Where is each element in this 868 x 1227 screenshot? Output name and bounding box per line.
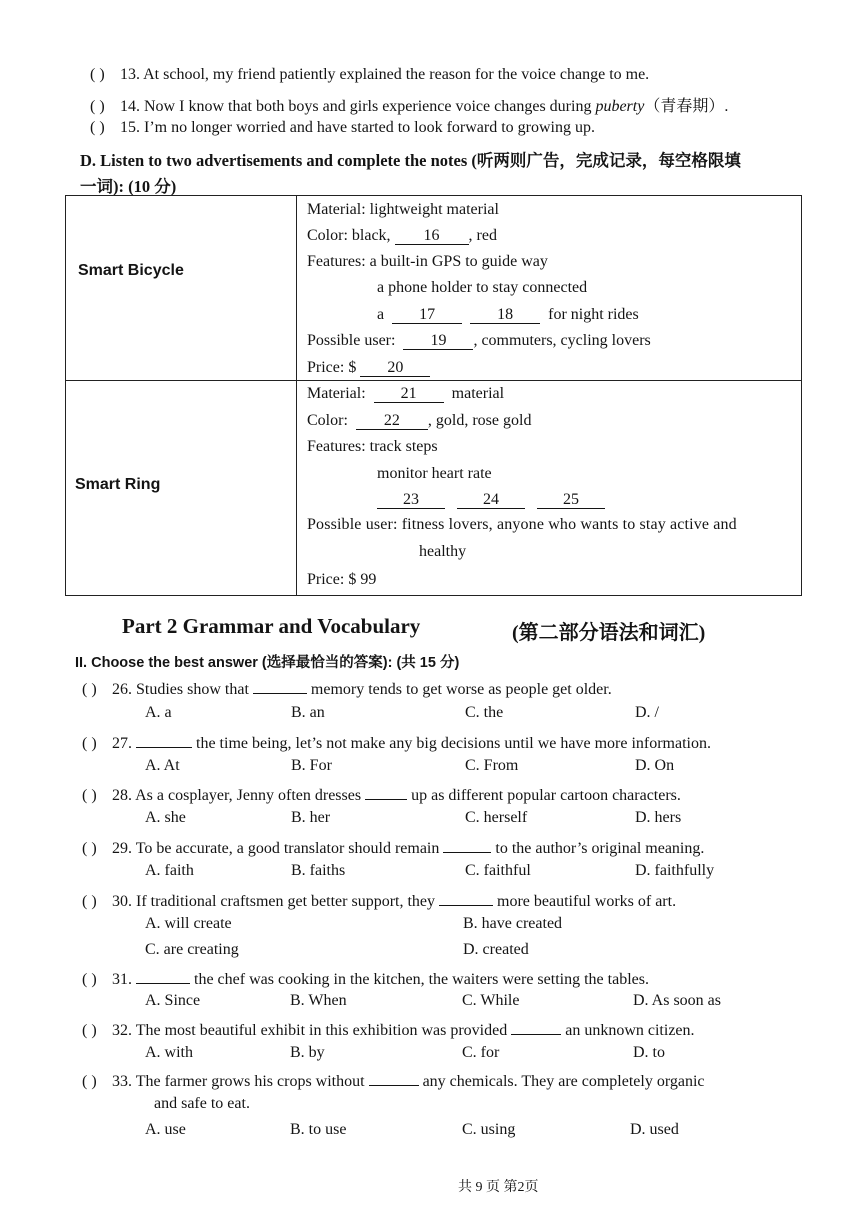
feature-line: a phone holder to stay connected	[377, 279, 588, 296]
label-text: material	[451, 385, 505, 402]
option-a[interactable]: A. she	[145, 809, 186, 826]
question-number: 27.	[112, 735, 132, 752]
italic-term: puberty	[595, 98, 645, 115]
option-c[interactable]: C. While	[462, 992, 520, 1009]
option-b[interactable]: B. For	[291, 757, 332, 774]
question-31	[82, 967, 649, 989]
product-name-cell	[66, 196, 297, 381]
option-c[interactable]: C. for	[462, 1044, 500, 1061]
option-d[interactable]: D. As soon as	[633, 992, 722, 1009]
answer-bracket[interactable]: ( )	[90, 119, 105, 136]
section-ii-heading: II. Choose the best answer (选择最恰当的答案): (共 15 分)	[75, 655, 460, 671]
answer-bracket[interactable]: ( )	[82, 735, 97, 752]
option-a[interactable]: A. use	[145, 1121, 186, 1138]
option-d[interactable]: D. used	[630, 1121, 679, 1138]
blank-20[interactable]: 20	[360, 360, 430, 377]
answer-bracket[interactable]: ( )	[90, 98, 105, 115]
notes-cell	[297, 381, 802, 596]
option-b[interactable]: B. When	[290, 992, 347, 1009]
notes-table	[65, 195, 802, 596]
answer-bracket[interactable]: ( )	[82, 971, 97, 988]
option-c[interactable]: C. faithful	[465, 862, 531, 879]
option-c[interactable]: C. From	[465, 757, 519, 774]
answer-bracket[interactable]: ( )	[82, 840, 97, 857]
option-d[interactable]: D. hers	[635, 809, 682, 826]
option-c[interactable]: C. using	[462, 1121, 516, 1138]
question-text: the time being, let’s not make any big decisions until we have more information.	[196, 735, 711, 752]
question-number: 26.	[112, 681, 132, 698]
option-d[interactable]: D. to	[633, 1044, 665, 1061]
option-d[interactable]: D. On	[635, 757, 675, 774]
question-28	[82, 783, 681, 805]
blank-17[interactable]: 17	[392, 307, 462, 324]
material-line: Material: lightweight material	[307, 201, 499, 218]
option-c[interactable]: C. are creating	[145, 941, 239, 958]
user-line-cont: healthy	[419, 543, 467, 560]
blank-25[interactable]: 25	[537, 492, 605, 509]
price-line: Price: $ 99	[307, 571, 377, 588]
blank-22[interactable]: 22	[356, 413, 428, 430]
question-15	[90, 119, 595, 137]
question-number: 14.	[120, 98, 140, 115]
question-text: the chef was cooking in the kitchen, the waiters were setting the tables.	[194, 971, 649, 988]
part2-title: Part 2 Grammar and Vocabulary	[122, 614, 421, 638]
option-a[interactable]: A. At	[145, 757, 180, 774]
label-text: Possible user:	[307, 332, 396, 349]
table-row-smart-bicycle	[66, 196, 802, 381]
label-text: , gold, rose gold	[427, 412, 532, 429]
option-b[interactable]: B. faiths	[291, 862, 346, 879]
blank-23[interactable]: 23	[377, 492, 445, 509]
answer-blank[interactable]	[136, 731, 192, 748]
question-text: Studies show that	[136, 681, 249, 698]
material-line	[307, 385, 504, 403]
option-c[interactable]: C. herself	[465, 809, 528, 826]
product-name: Smart Ring	[75, 476, 161, 493]
answer-blank[interactable]	[443, 836, 491, 853]
option-a[interactable]: A. with	[145, 1044, 193, 1061]
question-29	[82, 836, 704, 858]
option-a[interactable]: A. will create	[145, 915, 232, 932]
label-text: Color: black,	[307, 227, 391, 244]
question-text: an unknown citizen.	[565, 1022, 695, 1039]
question-32	[82, 1018, 695, 1040]
feature-blanks-line	[377, 491, 605, 509]
page-footer: 共 9 页 第2页	[458, 1180, 539, 1195]
question-text: The farmer grows his crops without	[135, 1073, 365, 1090]
table-row-smart-ring	[66, 381, 802, 596]
question-number: 33.	[112, 1073, 132, 1090]
label-text: Color:	[307, 412, 348, 429]
answer-bracket[interactable]: ( )	[82, 893, 97, 910]
question-number: 32.	[112, 1022, 132, 1039]
question-27	[82, 731, 711, 753]
answer-bracket[interactable]: ( )	[82, 787, 97, 804]
section-d-heading-cont: 一词): (10 分)	[80, 177, 177, 196]
user-line: Possible user: fitness lovers, anyone who wants to stay active and	[307, 516, 737, 533]
option-b[interactable]: B. to use	[290, 1121, 347, 1138]
label-text: Material:	[307, 385, 366, 402]
option-b[interactable]: B. have created	[463, 915, 563, 932]
question-text: memory tends to get worse as people get older.	[310, 681, 612, 698]
question-33	[82, 1069, 705, 1091]
label-text: Price: $	[307, 359, 357, 376]
option-c[interactable]: C. the	[465, 704, 504, 721]
question-text: up as different popular cartoon characters.	[411, 787, 681, 804]
label-text: , commuters, cycling lovers	[473, 332, 651, 349]
option-d[interactable]: D. faithfully	[635, 862, 715, 879]
label-text: , red	[468, 227, 497, 244]
question-30	[82, 889, 676, 911]
notes-cell	[297, 196, 802, 381]
color-line	[307, 412, 531, 430]
question-text: At school, my friend patiently explained the reason for the voice change to me.	[143, 66, 650, 83]
question-number: 30.	[112, 893, 132, 910]
blank-21[interactable]: 21	[374, 386, 444, 403]
question-text: As a cosplayer, Jenny often dresses	[135, 787, 362, 804]
question-text: more beautiful works of art.	[497, 893, 677, 910]
option-d[interactable]: D. /	[635, 704, 659, 721]
label-text: for night rides	[548, 306, 639, 323]
question-text: to the author’s original meaning.	[495, 840, 705, 857]
answer-bracket[interactable]: ( )	[82, 1073, 97, 1090]
question-text: I’m no longer worried and have started to look forward to growing up.	[144, 119, 595, 136]
blank-16[interactable]: 16	[395, 228, 469, 245]
blank-18[interactable]: 18	[470, 307, 540, 324]
question-text: To be accurate, a good translator should remain	[135, 840, 440, 857]
answer-bracket[interactable]: ( )	[82, 1022, 97, 1039]
answer-blank[interactable]	[253, 677, 307, 694]
product-name: Smart Bicycle	[78, 262, 184, 279]
features-line: Features: a built-in GPS to guide way	[307, 253, 548, 270]
product-name-cell	[66, 381, 297, 596]
label-text: a	[377, 306, 385, 323]
answer-blank[interactable]	[365, 783, 407, 800]
option-b[interactable]: B. by	[290, 1044, 325, 1061]
question-26	[82, 677, 612, 699]
question-text: The most beautiful exhibit in this exhibition was provided	[135, 1022, 508, 1039]
answer-bracket[interactable]: ( )	[90, 66, 105, 83]
feature-line	[377, 306, 639, 324]
answer-blank[interactable]	[511, 1018, 561, 1035]
question-13	[90, 66, 649, 84]
question-33-cont: and safe to eat.	[154, 1095, 250, 1112]
option-a[interactable]: A. Since	[145, 992, 201, 1009]
question-number: 28.	[112, 787, 132, 804]
color-line	[307, 227, 497, 245]
question-14	[90, 93, 728, 116]
option-b[interactable]: B. an	[291, 704, 325, 721]
blank-24[interactable]: 24	[457, 492, 525, 509]
price-line	[307, 359, 430, 377]
question-number: 13.	[120, 66, 140, 83]
question-number: 29.	[112, 840, 132, 857]
option-a[interactable]: A. a	[145, 704, 172, 721]
question-text-tail: （青春期）.	[644, 98, 729, 115]
question-text: any chemicals. They are completely organic	[422, 1073, 705, 1090]
answer-blank[interactable]	[369, 1069, 419, 1086]
answer-blank[interactable]	[136, 967, 190, 984]
blank-19[interactable]: 19	[403, 333, 473, 350]
part2-title-cn: (第二部分语法和词汇)	[512, 622, 706, 644]
question-text: Now I know that both boys and girls experience voice changes during	[144, 98, 596, 115]
features-line: Features: track steps	[307, 438, 438, 455]
option-a[interactable]: A. faith	[145, 862, 194, 879]
question-number: 15.	[120, 119, 140, 136]
question-text: If traditional craftsmen get better support, they	[136, 893, 436, 910]
user-line	[307, 332, 651, 350]
answer-blank[interactable]	[439, 889, 493, 906]
option-d[interactable]: D. created	[463, 941, 529, 958]
question-number: 31.	[112, 971, 132, 988]
option-b[interactable]: B. her	[291, 809, 331, 826]
answer-bracket[interactable]: ( )	[82, 681, 97, 698]
section-d-heading: D. Listen to two advertisements and complete the notes (听两则广告，完成记录，每空格限填	[80, 151, 741, 170]
feature-line: monitor heart rate	[377, 465, 492, 482]
